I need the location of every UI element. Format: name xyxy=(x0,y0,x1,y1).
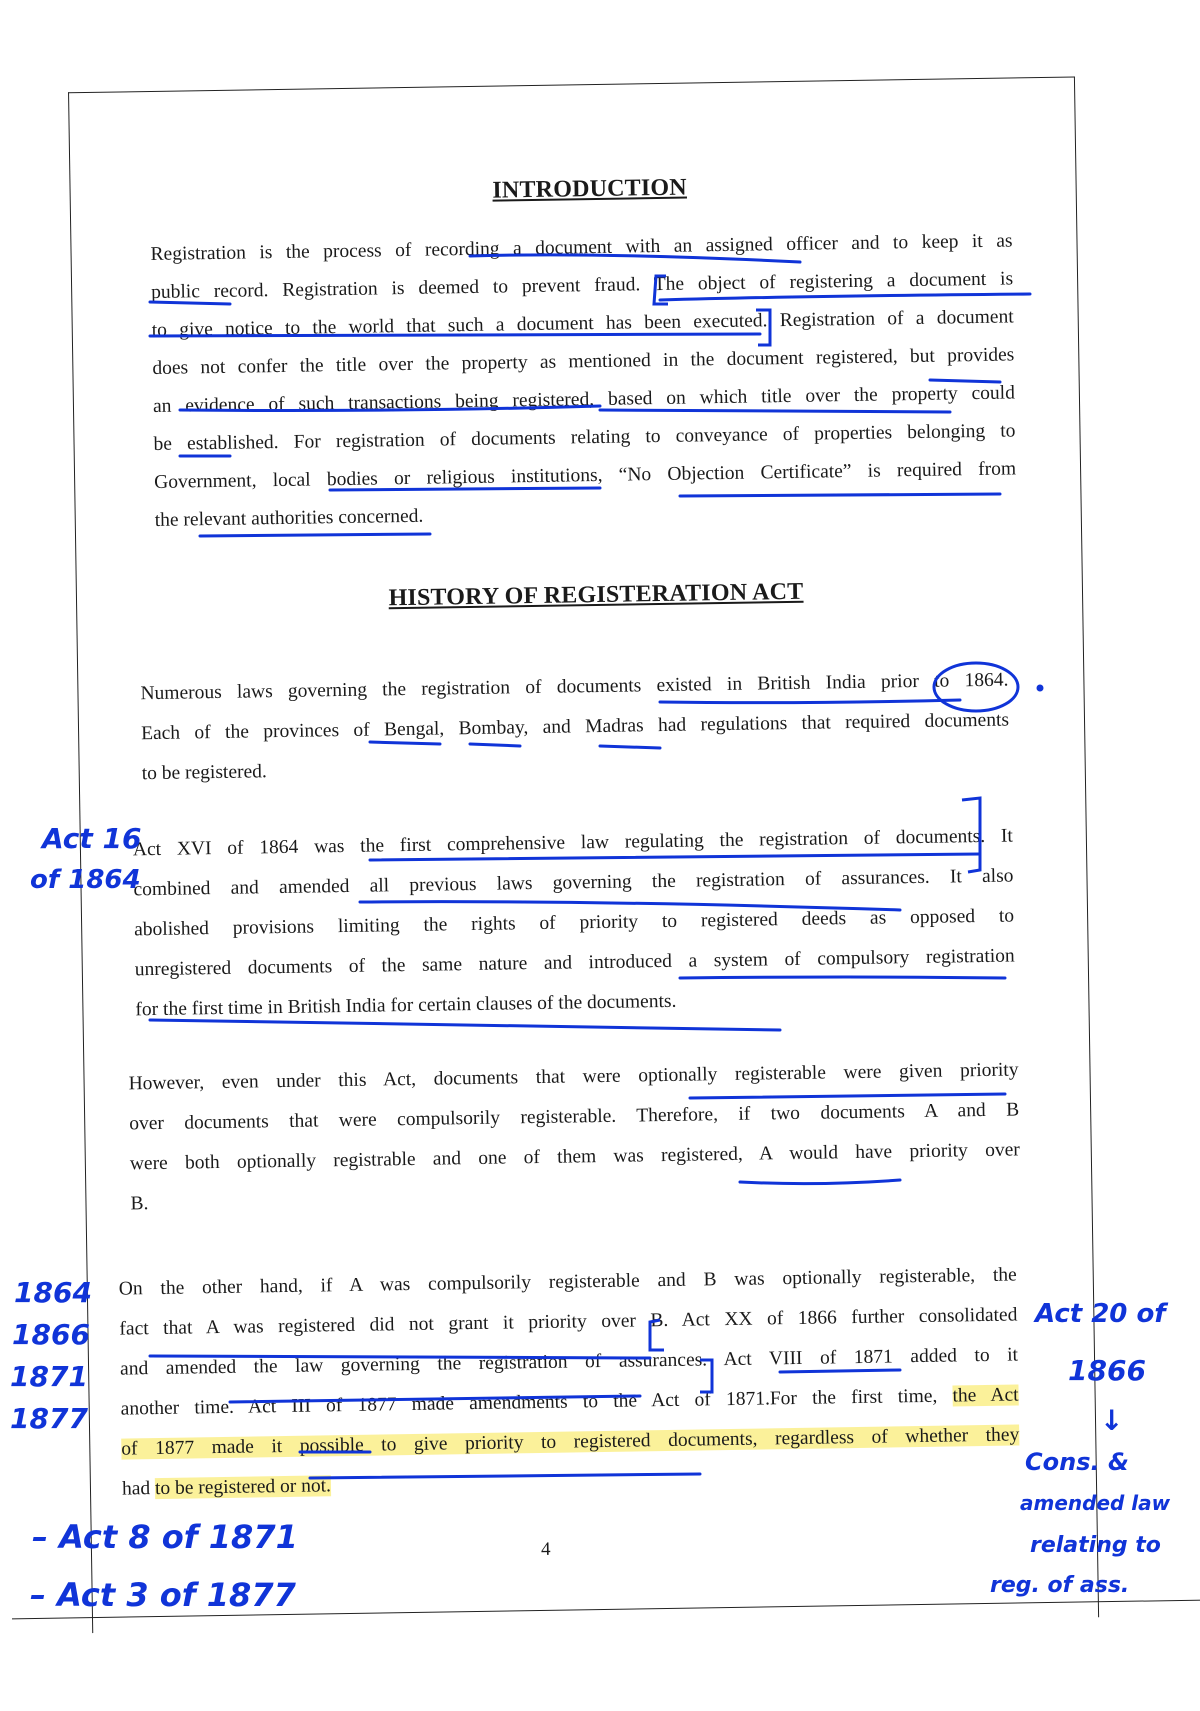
note-cons-amended: Cons. & xyxy=(1025,1448,1129,1476)
text-line: does not confer the title over the property as mentioned in the document registered, but provides xyxy=(152,344,1015,379)
text-line: for the first time in British India for certain clauses of the documents. xyxy=(135,990,677,1021)
highlighted-text: of 1877 made it possible to give priority to registered documents, regardless of whether they xyxy=(121,1424,1020,1460)
note-act3-of-1877: – Act 3 of 1877 xyxy=(30,1576,296,1614)
heading-introduction: INTRODUCTION xyxy=(492,174,688,204)
text-line: Registration is the process of recording a document with an assigned officer and to keep it as xyxy=(150,230,1013,265)
text-segment: had xyxy=(121,1478,151,1500)
paragraph-1 xyxy=(140,661,1010,795)
text-line: Government, local bodies or religious institutions, “No Objection Certificate” is required from xyxy=(154,458,1017,493)
note-1877: 1877 xyxy=(10,1402,88,1435)
note-arrow-down: ↓ xyxy=(1100,1404,1124,1437)
note-amended-law: amended law xyxy=(1020,1491,1171,1515)
text-line: an evidence of such transactions being registered, based on which title over the property could xyxy=(152,382,1016,417)
note-1866-right: 1866 xyxy=(1068,1354,1146,1387)
text-segment: another time. Act III of 1877 made amendments to the Act of 1871.For the first time, xyxy=(120,1385,938,1420)
text-line: and amended the law governing the registration of assurances. Act VIII of 1871 added to it xyxy=(119,1344,1019,1380)
page-number: 4 xyxy=(540,1538,551,1561)
text-line: However, even under this Act, documents that were optionally registerable were given priority xyxy=(128,1059,1019,1095)
text-line: to give notice to the world that such a document has been executed. Registration of a document xyxy=(151,306,1014,341)
text-line: abolished provisions limiting the rights of priority to registered deeds as opposed to xyxy=(134,905,1015,941)
text-line: were both optionally registrable and one of them was registered, A would have priority over xyxy=(129,1139,1020,1175)
text-line: the relevant authorities concerned. xyxy=(154,505,424,531)
text-line: Act XVI of 1864 was the first comprehensive law regulating the registration of documents. It xyxy=(132,825,1013,861)
paragraph-intro xyxy=(150,222,1017,540)
note-act8-of-1871: – Act 8 of 1871 xyxy=(32,1518,298,1556)
text-line: over documents that were compulsorily registerable. Therefore, if two documents A and B xyxy=(129,1099,1020,1135)
text-line: combined and amended all previous laws governing the registration of assurances. It also xyxy=(133,865,1014,901)
text-line: Numerous laws governing the registration of documents existed in British India prior to 1864. xyxy=(140,669,1009,705)
text-line: On the other hand, if A was compulsorily registerable and B was optionally registerable, the xyxy=(118,1264,1017,1300)
highlighted-text: the Act xyxy=(952,1384,1019,1407)
heading-history: HISTORY OF REGISTERATION ACT xyxy=(388,578,804,612)
note-relating-to: relating to xyxy=(1030,1533,1161,1558)
note-act16: Act 16 xyxy=(42,822,142,855)
note-of1864: of 1864 xyxy=(30,865,141,895)
text-line: Each of the provinces of Bengal, Bombay, and Madras had regulations that required documents xyxy=(140,709,1010,745)
note-1871: 1871 xyxy=(10,1360,88,1393)
text-line: to be registered. xyxy=(141,761,267,785)
paragraph-2 xyxy=(133,817,1016,1031)
text-line: B. xyxy=(130,1193,149,1215)
paragraph-3 xyxy=(128,1050,1020,1224)
highlighted-text: to be registered or not. xyxy=(154,1475,332,1500)
note-1866: 1866 xyxy=(12,1318,90,1351)
text-line: fact that A was registered did not grant it priority over B. Act XX of 1866 further consolidated xyxy=(119,1304,1018,1340)
note-1864: 1864 xyxy=(14,1276,92,1309)
note-act20: Act 20 of xyxy=(1035,1299,1166,1329)
text-line: be established. For registration of documents relating to conveyance of properties belonging to xyxy=(153,420,1016,455)
paragraph-4 xyxy=(119,1256,1021,1510)
note-reg-of-ass: reg. of ass. xyxy=(990,1573,1130,1598)
text-line: public record. Registration is deemed to prevent fraud. The object of registering a document is xyxy=(151,268,1014,303)
text-line: unregistered documents of the same nature and introduced a system of compulsory registration xyxy=(134,945,1015,981)
